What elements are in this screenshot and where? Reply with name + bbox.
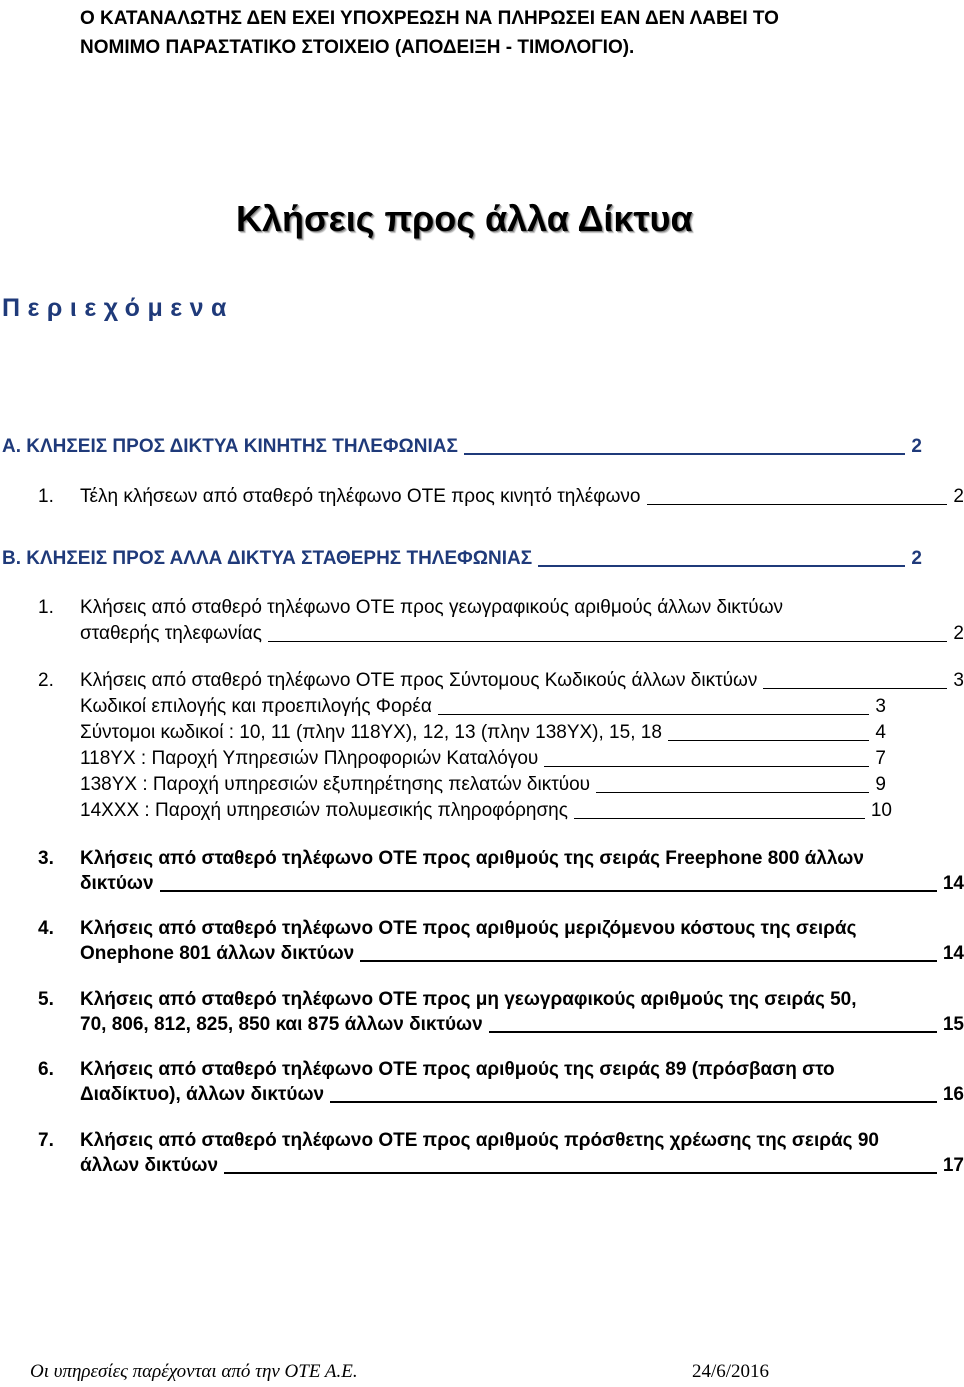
toc-item-b7[interactable] — [38, 1128, 879, 1154]
toc-item-b1-continuation[interactable] — [80, 621, 964, 647]
toc-item-b1-title-line-2: σταθερής τηλεφωνίας — [80, 623, 262, 644]
toc-item-b5-number: 5. — [38, 989, 54, 1010]
toc-leader — [763, 688, 947, 689]
toc-subitem-title: 138ΥΧ : Παροχή υπηρεσιών εξυπηρέτησης πελατών δικτύου — [80, 774, 591, 795]
toc-item-b5-page: 15 — [942, 1014, 964, 1035]
toc-item-b2-number: 2. — [38, 670, 54, 691]
toc-item-b4-continuation[interactable] — [80, 941, 964, 967]
toc-subitem-title: 118ΥΧ : Παροχή Υπηρεσιών Πληροφοριών Καταλόγου — [80, 748, 539, 769]
toc-item-b5-title-line-1: Κλήσεις από σταθερό τηλέφωνο ΟΤΕ προς μη γεωγραφικούς αριθμούς της σειράς 50, — [80, 989, 857, 1010]
legal-notice-line-2: ΝΟΜΙΜΟ ΠΑΡΑΣΤΑΤΙΚΟ ΣΤΟΙΧΕΙΟ (ΑΠΟΔΕΙΞΗ - ΤΙΜΟΛΟΓΙΟ). — [80, 37, 635, 58]
toc-subitem[interactable] — [80, 798, 892, 824]
toc-item-b6-title-line-1: Κλήσεις από σταθερό τηλέφωνο ΟΤΕ προς αριθμούς της σειράς 89 (πρόσβαση στο — [80, 1059, 835, 1080]
toc-item-b1-title-line-1: Κλήσεις από σταθερό τηλέφωνο ΟΤΕ προς γεωγραφικούς αριθμούς άλλων δικτύων — [80, 597, 784, 618]
footer-date: 24/6/2016 — [692, 1361, 770, 1382]
toc-item-b6-title-line-2: Διαδίκτυο), άλλων δικτύων — [80, 1084, 325, 1105]
legal-notice — [80, 4, 940, 62]
toc-item-b7-page: 17 — [942, 1155, 964, 1176]
toc-item-b3-title-line-2: δικτύων — [80, 873, 154, 894]
toc-leader — [489, 1031, 937, 1033]
toc-leader — [647, 504, 948, 505]
toc-item-b4-title-line-2: Onephone 801 άλλων δικτύων — [80, 943, 355, 964]
toc-item-b4-title-line-1: Κλήσεις από σταθερό τηλέφωνο ΟΤΕ προς αριθμούς μεριζόμενου κόστους της σειράς — [80, 918, 857, 939]
toc-item-b3-number: 3. — [38, 848, 54, 869]
toc-subitem-page: 3 — [875, 696, 886, 717]
toc-item-b7-number: 7. — [38, 1130, 54, 1151]
toc-leader — [464, 453, 906, 455]
toc-item-b6-number: 6. — [38, 1059, 54, 1080]
toc-item-a1-title: Τέλη κλήσεων από σταθερό τηλέφωνο ΟΤΕ προς κινητό τηλέφωνο — [80, 486, 641, 507]
toc-item-b2-title: Κλήσεις από σταθερό τηλέφωνο ΟΤΕ προς Σύντομους Κωδικούς άλλων δικτύων — [80, 670, 758, 691]
toc-subitem[interactable] — [80, 694, 886, 720]
toc-item-b2[interactable] — [38, 668, 964, 694]
toc-item-b1[interactable] — [38, 595, 783, 621]
toc-subitem-page: 10 — [870, 800, 892, 821]
toc-section-a-page: 2 — [911, 436, 922, 457]
toc-item-b1-page: 2 — [953, 623, 964, 644]
toc-item-b7-title-line-1: Κλήσεις από σταθερό τηλέφωνο ΟΤΕ προς αριθμούς πρόσθετης χρέωσης της σειράς 90 — [80, 1130, 879, 1151]
toc-item-b3[interactable] — [38, 846, 864, 872]
toc-item-b4[interactable] — [38, 916, 856, 942]
footer-provider-note: Οι υπηρεσίες παρέχονται από την ΟΤΕ Α.Ε. — [30, 1361, 358, 1382]
toc-leader — [160, 890, 937, 892]
toc-item-a1-number: 1. — [38, 486, 54, 507]
toc-section-b-title: Β. ΚΛΗΣΕΙΣ ΠΡΟΣ ΑΛΛΑ ΔΙΚΤΥΑ ΣΤΑΘΕΡΗΣ ΤΗΛΕΦΩΝΙΑΣ — [2, 548, 533, 569]
toc-leader — [574, 818, 865, 819]
toc-item-b6-continuation[interactable] — [80, 1082, 964, 1108]
toc-section-b[interactable] — [2, 546, 922, 572]
toc-subitem-page: 9 — [875, 774, 886, 795]
toc-item-b6-page: 16 — [942, 1084, 964, 1105]
legal-notice-line-1: Ο ΚΑΤΑΝΑΛΩΤΗΣ ΔΕΝ ΕΧΕΙ ΥΠΟΧΡΕΩΣΗ ΝΑ ΠΛΗΡΩΣΕΙ ΕΑΝ ΔΕΝ ΛΑΒΕΙ ΤΟ — [80, 8, 779, 29]
toc-subitem[interactable] — [80, 720, 886, 746]
toc-item-b5[interactable] — [38, 987, 857, 1013]
toc-item-b3-page: 14 — [942, 873, 964, 894]
toc-section-a[interactable] — [2, 434, 922, 460]
toc-item-b2-page: 3 — [953, 670, 964, 691]
toc-item-b1-number: 1. — [38, 597, 54, 618]
toc-item-b4-page: 14 — [942, 943, 964, 964]
toc-item-b3-title-line-1: Κλήσεις από σταθερό τηλέφωνο ΟΤΕ προς αριθμούς της σειράς Freephone 800 άλλων — [80, 848, 864, 869]
toc-subitem-title: Σύντομοι κωδικοί : 10, 11 (πλην 118ΥΧ), 12, 13 (πλην 138ΥΧ), 15, 18 — [80, 722, 662, 743]
toc-leader — [330, 1101, 937, 1103]
toc-item-b7-title-line-2: άλλων δικτύων — [80, 1155, 219, 1176]
toc-item-b4-number: 4. — [38, 918, 54, 939]
toc-leader — [268, 641, 948, 642]
toc-subitem-title: 14ΧΧΧ : Παροχή υπηρεσιών πολυμεσικής πληροφόρησης — [80, 800, 568, 821]
toc-subitem[interactable] — [80, 772, 886, 798]
toc-item-b7-continuation[interactable] — [80, 1153, 964, 1179]
toc-leader — [360, 960, 937, 962]
toc-item-b3-continuation[interactable] — [80, 871, 964, 897]
toc-leader — [438, 714, 870, 715]
toc-subitem[interactable] — [80, 746, 886, 772]
toc-leader — [668, 740, 870, 741]
toc-leader — [538, 565, 905, 567]
toc-item-a1[interactable] — [38, 484, 964, 510]
toc-item-b6[interactable] — [38, 1057, 835, 1083]
contents-heading: Περιεχόμενα — [2, 294, 234, 322]
toc-leader — [224, 1172, 937, 1174]
toc-subitem-page: 7 — [875, 748, 886, 769]
toc-item-b5-title-line-2: 70, 806, 812, 825, 850 και 875 άλλων δικτύων — [80, 1014, 483, 1035]
toc-subitem-page: 4 — [875, 722, 886, 743]
toc-subitem-title: Κωδικοί επιλογής και προεπιλογής Φορέα — [80, 696, 432, 717]
toc-leader — [544, 766, 869, 767]
toc-section-b-page: 2 — [911, 548, 922, 569]
toc-section-a-title: Α. ΚΛΗΣΕΙΣ ΠΡΟΣ ΔΙΚΤΥΑ ΚΙΝΗΤΗΣ ΤΗΛΕΦΩΝΙΑΣ — [2, 436, 458, 457]
document-title: Κλήσεις προς άλλα Δίκτυα — [236, 198, 693, 239]
toc-item-b5-continuation[interactable] — [80, 1012, 964, 1038]
toc-item-a1-page: 2 — [953, 486, 964, 507]
toc-leader — [596, 792, 869, 793]
